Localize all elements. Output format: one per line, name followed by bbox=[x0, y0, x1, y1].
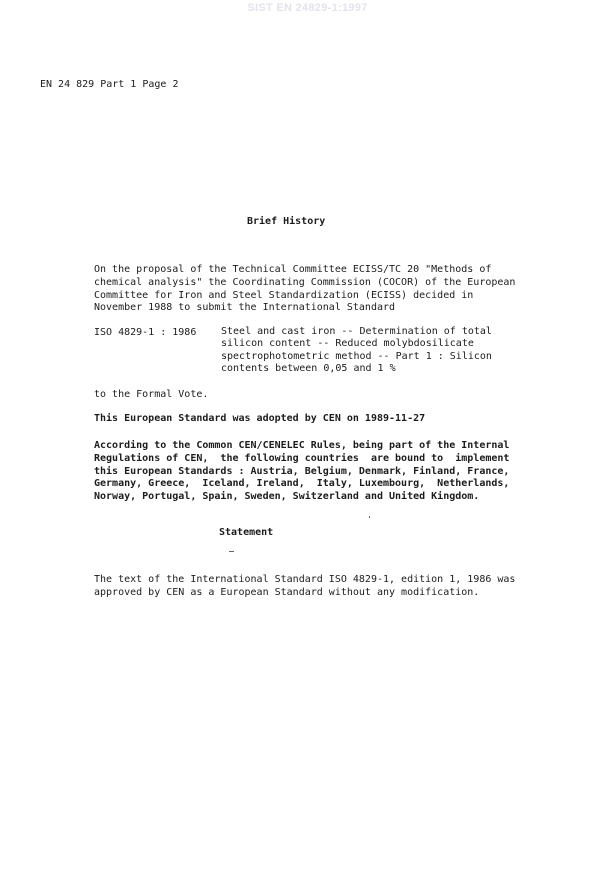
adoption-statement: This European Standard was adopted by CEN on 1989-11-27 bbox=[94, 413, 426, 424]
iso-title-block bbox=[221, 326, 492, 376]
iso-title-line: Steel and cast iron -- Determination of total bbox=[221, 326, 492, 337]
countries-line: Regulations of CEN, the following countries are bound to implement bbox=[94, 452, 510, 464]
statement-line: approved by CEN as a European Standard without any modification. bbox=[94, 586, 480, 598]
document-watermark: SIST EN 24829-1:1997 bbox=[247, 2, 368, 14]
proposal-line: Committee for Iron and Steel Standardization (ECISS) decided in bbox=[94, 289, 474, 301]
countries-line: According to the Common CEN/CENELEC Rules, being part of the Internal bbox=[94, 440, 510, 451]
countries-line: Germany, Greece, Iceland, Ireland, Italy, Luxembourg, Netherlands, bbox=[94, 478, 510, 490]
formal-vote-text: to the Formal Vote. bbox=[94, 389, 209, 400]
statement-heading: Statement bbox=[219, 527, 274, 538]
page-header: EN 24 829 Part 1 Page 2 bbox=[40, 79, 179, 90]
countries-paragraph bbox=[94, 440, 509, 504]
countries-line: this European Standards : Austria, Belgium, Denmark, Finland, France, bbox=[94, 465, 510, 477]
scan-speck bbox=[229, 551, 234, 552]
statement-line: The text of the International Standard ISO 4829-1, edition 1, 1986 was bbox=[94, 574, 516, 585]
proposal-paragraph bbox=[94, 264, 515, 315]
iso-title-line: spectrophotometric method -- Part 1 : Silicon bbox=[221, 350, 492, 362]
statement-paragraph bbox=[94, 574, 515, 600]
brief-history-heading: Brief History bbox=[247, 216, 326, 227]
iso-reference: ISO 4829-1 : 1986 bbox=[94, 327, 197, 338]
iso-title-line: contents between 0,05 and 1 % bbox=[221, 363, 396, 375]
proposal-line: chemical analysis" the Coordinating Commission (COCOR) of the European bbox=[94, 276, 516, 288]
proposal-line: November 1988 to submit the International Standard bbox=[94, 302, 396, 314]
scan-speck bbox=[369, 516, 370, 518]
proposal-line: On the proposal of the Technical Committee ECISS/TC 20 "Methods of bbox=[94, 264, 492, 275]
iso-title-line: silicon content -- Reduced molybdosilicate bbox=[221, 338, 474, 350]
countries-line: Norway, Portugal, Spain, Sweden, Switzerland and United Kingdom. bbox=[94, 491, 480, 503]
